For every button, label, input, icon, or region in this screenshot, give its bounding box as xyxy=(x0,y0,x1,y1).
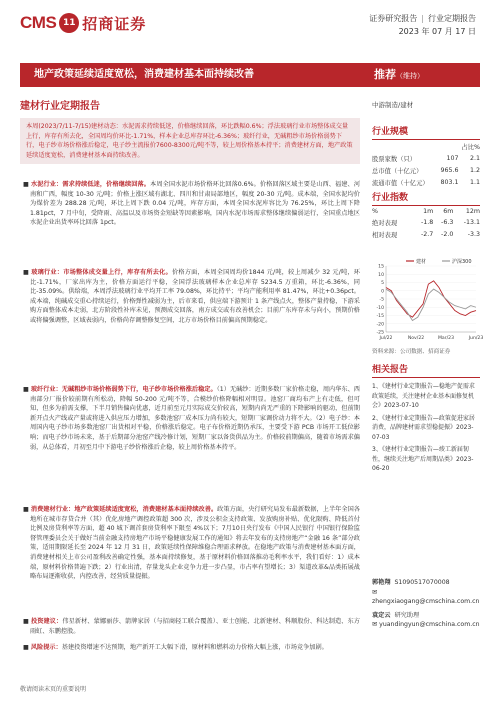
company-logo xyxy=(20,12,146,34)
analyst-block xyxy=(372,578,480,607)
report-meta: 证券研究报告 | 行业定期报告 2023 年 07 月 17 日 xyxy=(369,14,476,36)
report-kind: 行业定期报告 xyxy=(428,14,476,23)
x-tick-label: Mar/23 xyxy=(437,336,455,341)
chart-source: 资料来源：公司数据、招商证券 xyxy=(372,349,451,355)
industry-index xyxy=(372,190,480,240)
related-report-link[interactable]: 3、《建材行业定期报告—竣工新届韧性，继续关注地产后周期品类》2023-06-20 xyxy=(372,446,474,472)
analyst-email[interactable]: yuandingyun@cmschina.com.cn xyxy=(379,621,480,628)
paragraph-cement: ■ 水泥行业：需求持续低迷，价格继续回落。本周全国水泥市场价格环比回落0.6%。价格回落区域主要是山西、福建、河南和广西，幅度 10-30 元/吨；价格上涨区域有湖北、四川和甘肃局部地区，幅度 20-30 元/吨。成本端，全国水泥均价为煤价差为 288.28 元/吨，环比上周下跌 0.04 元/吨，库存方面，本周全国水泥库容比为 76.25%，环比上周下降 1.81pct，7 月中旬，受降雨、高温以及市场资金短缺等因素影响，国内水泥市场需求整体继续偏弱运行，全国重点地区水泥企业出货率环比回落 1pct。 xyxy=(23,181,361,227)
report-date: 2023 年 07 月 17 日 xyxy=(398,27,476,36)
y-tick-label: 10 xyxy=(378,272,384,278)
para-text: 价格方面，本周全国周均价1844 元/吨，较上周减少 32 元/吨，环比-1.71%，厂家出库为主，价格方面运行平稳，全国浮法玻璃样本企业总库存 5234.5 万重箱，环比-6.36%，同比-35.09%。供给端，本周浮法玻璃行业平均开工率 79.08%，环比持平；平均产能利用率 81.47%，环比+0.36pct。成本端，纯碱成交重心持续运行，价格弹性减弱为主，后市来看，供应端下游预计 1 条产线点火，整体产量持稳，下游采购方面整体成本走弱，北方阶段性补库未见，预测成交回落，南方成交或有改善机会；目前广东库存未与向小，预期价格或将偏强调整，区域表弱内，价格尚存调整修复空间，北方市场价格目前偏高预期稳定。 xyxy=(30,269,360,324)
y-tick-label: -15 xyxy=(376,314,384,320)
y-tick-label: -5 xyxy=(379,297,384,303)
table-row: 流通市值（十亿元） 803.1 1.1 xyxy=(372,178,480,187)
report-type: 证券研究报告 xyxy=(369,14,418,23)
para-text: 基建投资增速不达预期，地产新开工大幅下滑，原材料和燃料动力价格大幅上涨，市场竞争加剧。 xyxy=(61,644,328,651)
table-row: 总市值（十亿元） 965.6 1.2 xyxy=(372,166,480,175)
x-tick-label: Nov/22 xyxy=(407,336,425,341)
analyst-name: 袁定云 xyxy=(372,611,391,619)
analyst-block xyxy=(372,611,480,630)
paragraph-investment: ■ 投资建议：伟星新材、蒙娜丽莎、箭牌家居（与招商轻工联合覆盖）、亚士创能、北新建材、科顺股份、科达制造、东方雨虹、东鹏控股。 xyxy=(23,618,360,635)
para-text: （1）无碱纱：近期多数厂家价格走稳，周内华东、西南部分厂报价较前期有所松动，降幅 50-200 元/吨不等，合模纱价格降幅相对明显。池窑厂商均布产上有走低，但可知，但多为前需支撑，下半月销售偏向优惠，近月前至元月实际成交价较高，短期内尚无严重的下降影响的驱动，但前期新开点火产线或产量或将进入供应压力增加，多数池窑厂成本压力尚有较大，短期厂家调价动力将不大。（2）电子纱：本周国内电子纱市场多数池窑厂出货相对平稳，价格涨后稳定。电子布价格近期仍承压，主要受下游 PCB 市场开工低位影响；而电子纱市场未来，基于后期部分池窑产线冷修计划，短期厂家以备货供品为主。价格较前期偏高，随着市场需求偏弱，从总体看，月初至月中下游电子纱价格涨后企稳，较上周价格基本持平。 xyxy=(30,386,360,451)
paragraph-consumer-building: ■ 消费建材行业：地产政策延续适度宽松，消费建材基本面持续改善。政策方面，央行研究局发布最新数据，上半年全国各地所在城市存贷合并（其）优化房地产调控政策超 300 次，涉及公积金支持政策、发放购房补贴、优化限购、降低首付比例及房贷利率等方面，超 40 城下调首套房贷利率下限至 4%以下；7月10日央行发布《中国人民银行 中国银行保险监督管理委员会关于做好当前金融支持房地产市场平稳健康发展工作的通知》将去年发布的支持房地产“金融 16 条”部分政策，适用期限延长至 2024 年 12 月 31 日，政策延续性保障维稳合理需求释放。在稳地产政策与消费建材基本面方面，消费建材相关上市公司盈利改善确定性强，基本面持续修复，基于原材料价格回落推动毛利率水平，我们看好：1）成本端，原材料价格普遍下跌；2）行业出清，存量龙头企业竞争力进一步凸显，市占率有望增长；3）渠道改革&品类拓展战略布局逐渐收获，内控改善，经营质量提振。 xyxy=(23,506,360,581)
para-lead: 风险提示： xyxy=(30,644,62,651)
analyst-id: 研究助理 xyxy=(394,611,420,619)
analyst-name: 郭艳翔 xyxy=(372,579,391,586)
scale-title: 行业规模 xyxy=(372,124,480,140)
summary-box: 本周(2023/7/11-7/15)建材动态：水泥需求持续低迷，价格继续回落，环比跌幅0.6%；浮法玻璃行业市场整体成交量上行，库存有所去化，全国周均价环比-1.71%，样本企业总库存环比-6.36%；玻纤行业，无碱粗纱市场价格弱势下行，电子纱市场价格涨后稳定，电子纱主流报价7600-8300元/吨不等，较上周价格基本持平；消费建材方面，地产政策延续适度宽松，消费建材基本面持续改善。 xyxy=(20,118,360,164)
para-text: 本周全国水泥市场价格环比回落0.6%。价格回落区域主要是山西、福建、河南和广西，幅度 10-30 元/吨；价格上涨区域有湖北、四川和甘肃局部地区，幅度 20-30 元/吨。成本端，全国水泥均价为煤价差为 288.28 元/吨，环比上周下跌 0.04 元/吨，库存方面，本周全国水泥库容比为 76.25%，环比上周下降 1.81pct，7 月中旬，受降雨、高温以及市场资金短缺等因素影响，国内水泥市场需求整体继续偏弱运行，全国重点地区水泥企业出货率环比回落 1pct。 xyxy=(30,181,361,227)
paragraph-glass: ■ 玻璃行业：市场整体成交量上行，库存有所去化。价格方面，本周全国周均价1844 元/吨，较上周减少 32 元/吨，环比-1.71%，厂家出库为主，价格方面运行平稳，全国浮法玻璃样本企业总库存 5234.5 万重箱，环比-6.36%，同比-35.09%。供给端，本周浮法玻璃行业平均开工率 79.08%，环比持平；平均产能利用率 81.47%，环比+0.36pct。成本端，纯碱成交重心持续运行，价格弹性减弱为主，后市来看，供应端下游预计 1 条产线点火，整体产量持稳，下游采购方面整体成本走弱，北方阶段性补库未见，预测成交回落，南方成交或有改善机会；目前广东库存未与向小，预期价格或将偏强调整，区域表弱内，价格尚存调整修复空间，北方市场价格目前偏高预期稳定。 xyxy=(23,269,360,324)
industry-index-chart xyxy=(372,256,484,344)
y-tick-label: -25 xyxy=(376,330,384,336)
y-tick-label: 15 xyxy=(378,264,384,270)
para-text: 政策方面，央行研究局发布最新数据，上半年全国各地所在城市存贷合并（其）优化房地产调控政策超 300 次，涉及公积金支持政策、发放购房补贴、优化限购、降低首付比例及房贷利率等方面，超 40 城下调首套房贷利率下限至 4%以下；7月10日央行发布《中国人民银行 中国银行保险监督管理委员会关于做好当前金融支持房地产市场平稳健康发展工作的通知》将去年发布的支持房地产“金融 16 条”部分政策，适用期限延长至 2024 年 12 月 31 日，政策延续性保障维稳合理需求释放。在稳地产政策与消费建材基本面方面，消费建材相关上市公司盈利改善确定性强，基本面持续修复，基于原材料价格回落推动毛利率水平，我们看好：1）成本端，原材料价格普遍下跌；2）行业出清，存量龙头企业竞争力进一步凸显，市占率有望增长；3）渠道改革&品类拓展战略布局逐渐收获，内控改善，经营质量提振。 xyxy=(30,506,360,581)
page-footer: 敬请阅读末页的重要说明 xyxy=(20,686,87,693)
analyst-info xyxy=(372,578,480,630)
perf-title: 行业指数 xyxy=(372,190,480,206)
table-row: 绝对表现 -1.8 -6.3 -13.1 xyxy=(372,218,480,227)
mail-icon: ✉ xyxy=(372,588,378,596)
table-row: 股票家数（只） 107 2.1 xyxy=(372,154,480,163)
logo-cms-text: CMS xyxy=(20,13,57,32)
analyst-email[interactable]: zhengxiaogang@cmschina.com.cn xyxy=(372,598,480,605)
related-report-link[interactable]: 1、《建材行业定期报告—稳地产促需求政策延续，关注建材企业基本面修复机会》2023-07-10 xyxy=(372,383,475,409)
y-tick-label: 5 xyxy=(381,281,384,287)
scale-table xyxy=(372,140,480,188)
paragraph-risk: ■ 风险提示：基建投资增速不达预期，地产新开工大幅下滑，原材料和燃料动力价格大幅上涨，市场竞争加剧。 xyxy=(23,644,328,651)
y-tick-label: -20 xyxy=(376,322,384,328)
report-subtitle: 建材行业定期报告 xyxy=(20,101,100,112)
analyst-id: S1090517070008 xyxy=(394,579,450,586)
report-title-banner: 地产政策延续适度宽松，消费建材基本面持续改善 xyxy=(20,63,360,87)
para-text: 伟星新材、蒙娜丽莎、箭牌家居（与招商轻工联合覆盖）、亚士创能、北新建材、科顺股份、科达制造、东方雨虹、东鹏控股。 xyxy=(30,618,360,635)
related-title: 相关报告 xyxy=(372,362,480,378)
paragraph-fiberglass: ■ 玻纤行业：无碱粗纱市场价格弱势下行，电子纱市场价格涨后稳定。（1）无碱纱：近期多数厂家价格走稳，周内华东、西南部分厂报价较前期有所松动，降幅 50-200 元/吨不等，合模纱价格降幅相对明显。池窑厂商均布产上有走低，但可知，但多为前需支撑，下半月销售偏向优惠，近月前至元月实际成交价较高，短期内尚无严重的下降影响的驱动，但前期新开点火产线或产量或将进入供应压力增加，多数池窑厂成本压力尚有较大，短期厂家调价动力将不大。（2）电子纱：本周国内电子纱市场多数池窑厂出货相对平稳，价格涨后稳定。电子布价格近期仍承压，主要受下游 PCB 市场开工低位影响；而电子纱市场未来，基于后期部分池窑产线冷修计划，短期厂家以备货供品为主。价格较前期偏高，随着市场需求偏弱，从总体看，月初至月中下游电子纱价格涨后企稳，较上周价格基本持平。 xyxy=(23,386,360,451)
para-lead: 玻璃行业：市场整体成交量上行，库存有所去化。 xyxy=(31,269,172,276)
rating-detail: （维持） xyxy=(396,72,424,80)
legend-label: 沪深300 xyxy=(452,259,472,265)
related-report-link[interactable]: 2、《建材行业定期报告—政策促进家居消费，品牌建材需求望稳提振》2023-07-03 xyxy=(372,414,475,441)
legend-label: 建材 xyxy=(416,259,427,265)
scale-unit: 占比% xyxy=(461,143,480,151)
report-header xyxy=(0,0,500,44)
mail-icon: ✉ xyxy=(372,621,378,628)
rating-label: 推荐 xyxy=(374,68,396,81)
rating-banner xyxy=(360,63,480,87)
para-lead: 玻纤行业：无碱粗纱市场价格弱势下行，电子纱市场价格涨后稳定。 xyxy=(30,386,217,393)
logo-cn-text: 招商证券 xyxy=(82,14,147,33)
para-lead: 投资建议： xyxy=(30,618,63,625)
para-lead: 水泥行业：需求持续低迷，价格继续回落。 xyxy=(30,181,151,188)
related-reports xyxy=(372,362,480,474)
industry-scale xyxy=(372,124,480,188)
table-row: 相对表现 -2.7 -2.0 -3.3 xyxy=(372,230,480,239)
table-header-row: % 1m 6m 12m xyxy=(372,207,480,215)
perf-table xyxy=(372,206,480,240)
sector-label: 中游制造/建材 xyxy=(372,101,414,109)
y-tick-label: 0 xyxy=(381,289,384,295)
logo-badge: 11 xyxy=(59,13,79,33)
y-tick-label: -10 xyxy=(376,305,384,311)
x-tick-label: Jun/23 xyxy=(468,336,484,341)
para-lead: 消费建材行业：地产政策延续适度宽松，消费建材基本面持续改善。 xyxy=(30,506,218,513)
x-tick-label: Jul/22 xyxy=(379,336,393,341)
